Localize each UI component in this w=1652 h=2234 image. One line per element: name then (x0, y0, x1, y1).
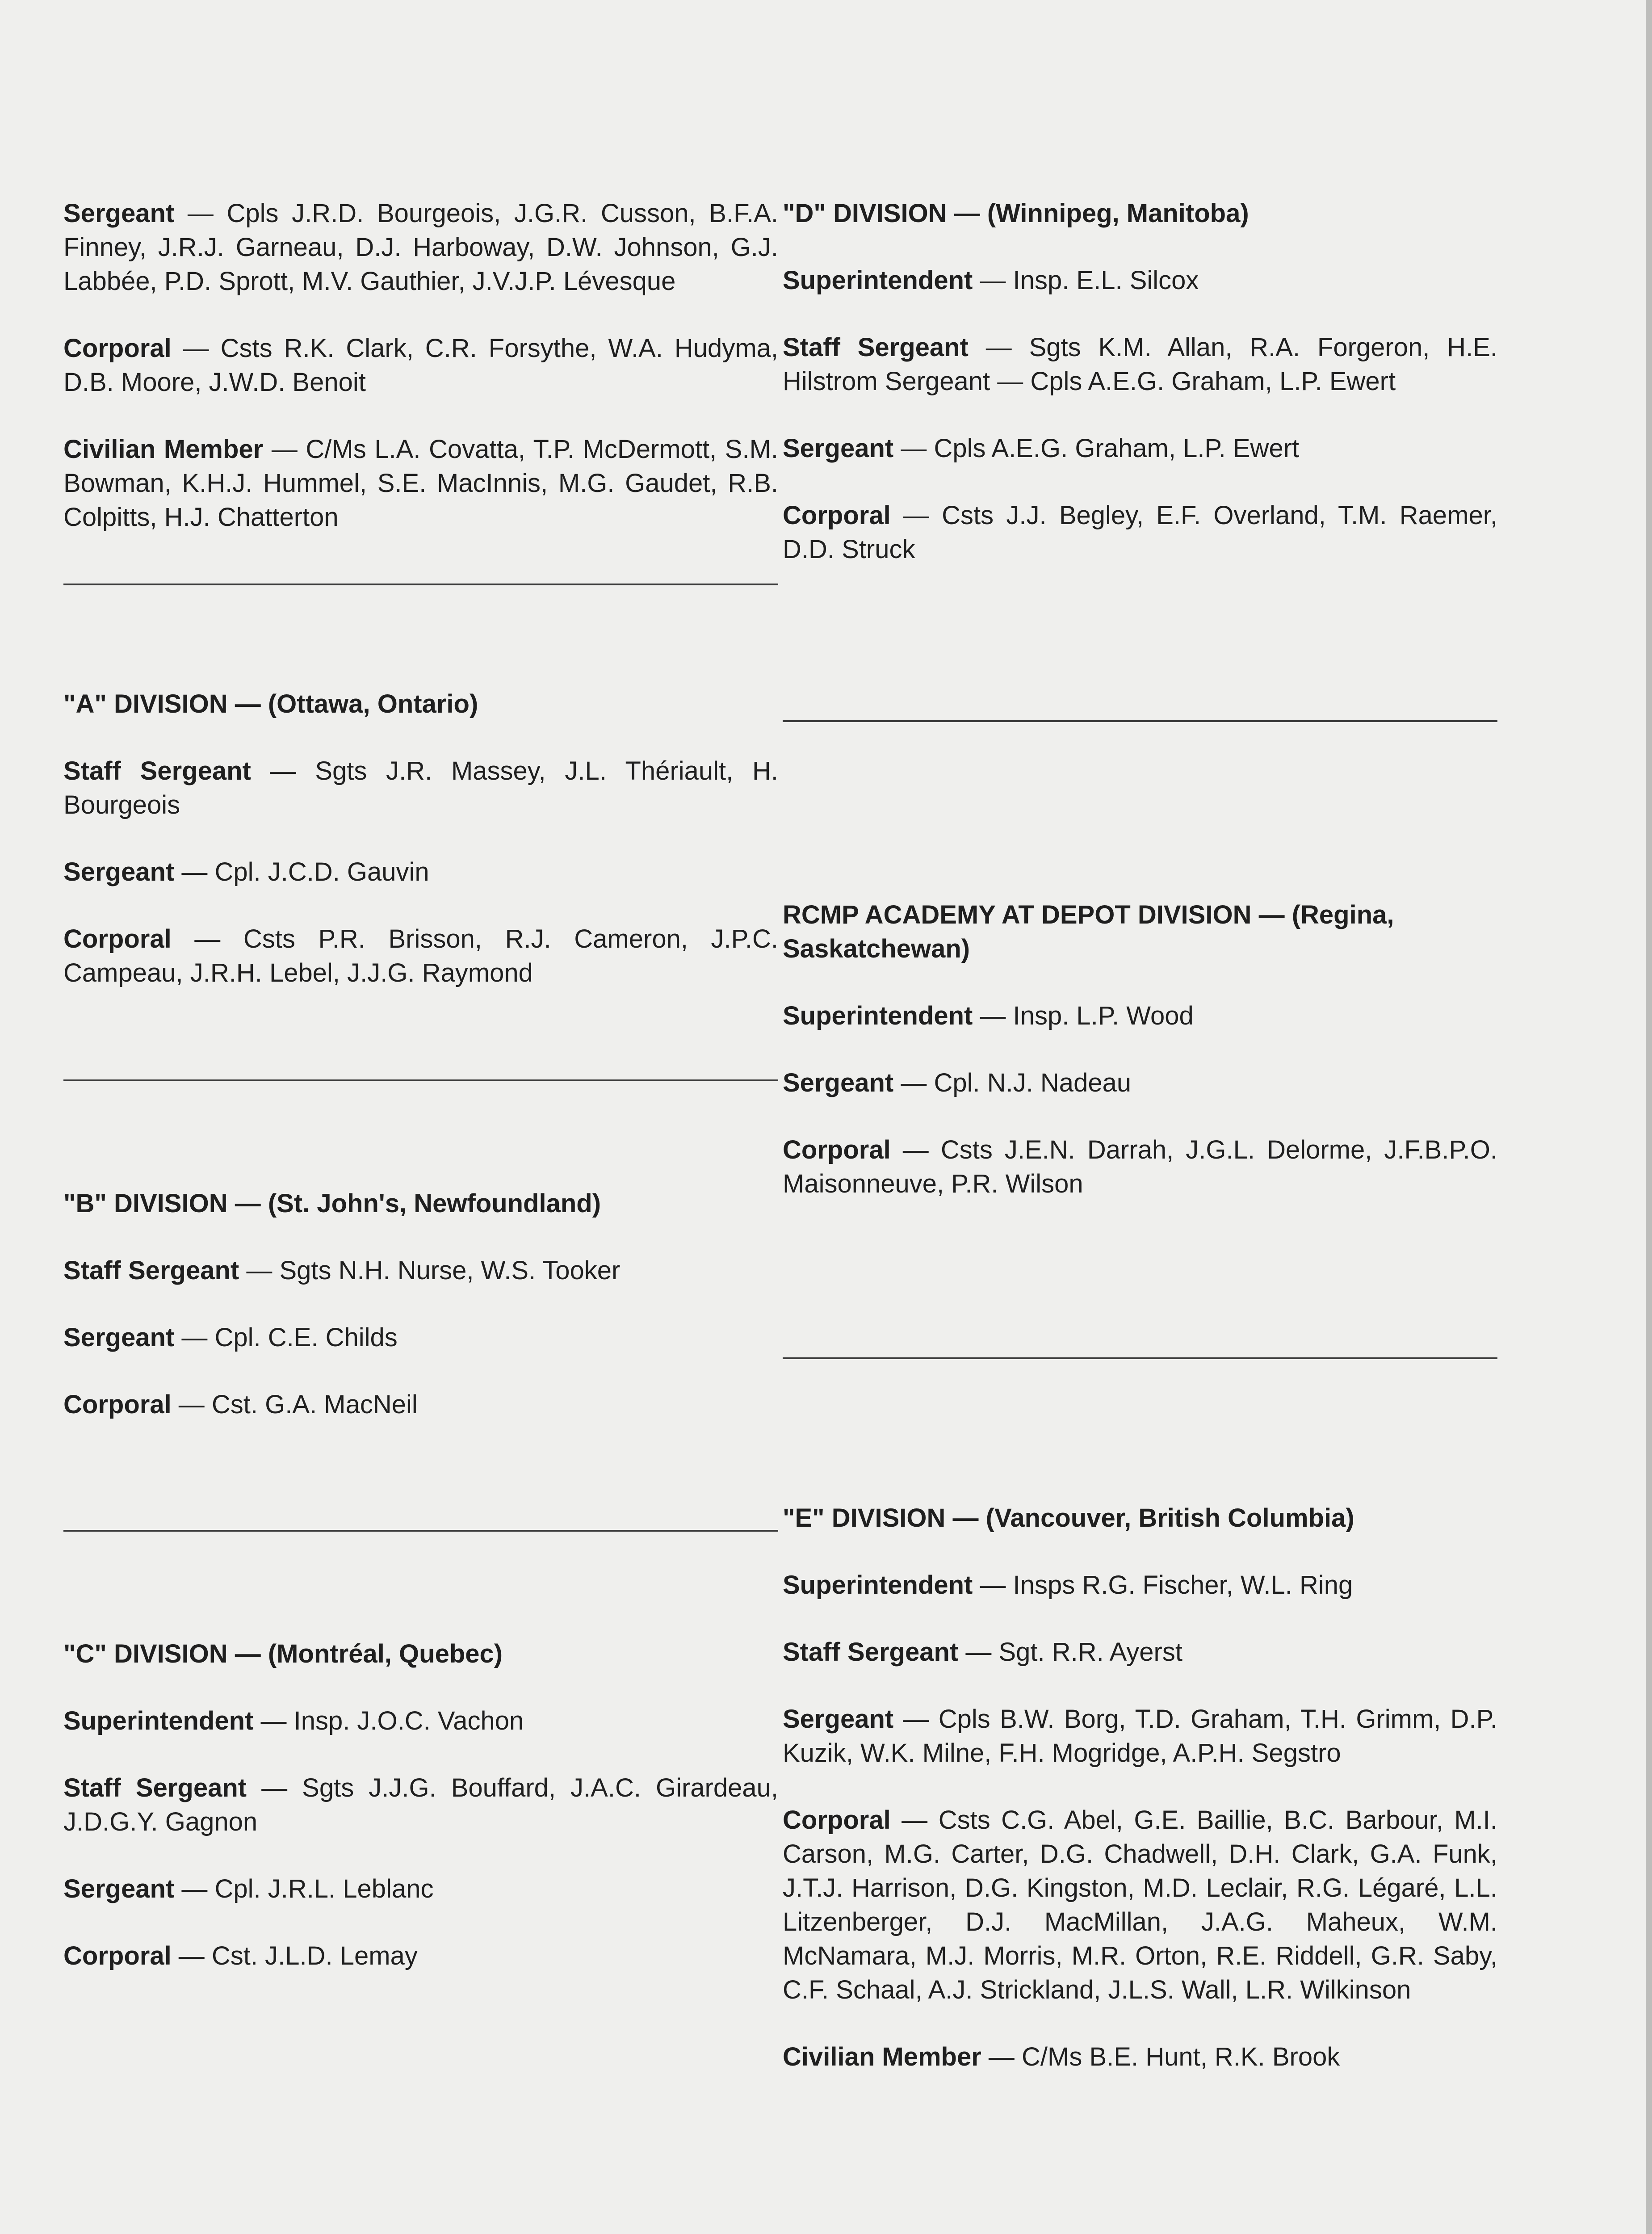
division-c-section (63, 1637, 778, 1973)
dash: — (171, 1390, 212, 1419)
section-divider (63, 1079, 778, 1081)
dash: — (893, 434, 934, 463)
dash: — (174, 1874, 215, 1903)
dash: — (890, 1806, 939, 1835)
member-names: Cpl. J.R.L. Leblanc (214, 1874, 434, 1903)
rank-entry (63, 1254, 778, 1288)
member-names: Sgts K.M. Allan, R.A. Forgeron, H.E. Hilstrom Sergeant — Cpls A.E.G. Graham, L.P. Ewert (783, 333, 1497, 396)
rank-title: Corporal (63, 1941, 172, 1970)
rank-entry (783, 999, 1497, 1033)
rank-entry (783, 331, 1497, 399)
rank-title: Corporal (783, 501, 891, 530)
dash: — (893, 1705, 939, 1734)
dash: — (171, 334, 221, 363)
dash: — (263, 435, 306, 464)
rank-entry (63, 1872, 778, 1906)
member-names: Csts J.J. Begley, E.F. Overland, T.M. Raemer, D.D. Struck (783, 501, 1497, 564)
rank-title: Staff Sergeant (63, 1773, 247, 1802)
rank-title: Corporal (63, 334, 172, 363)
rank-title: Superintendent (783, 266, 973, 295)
dash: — (958, 1638, 999, 1667)
division-a-section (63, 687, 778, 1081)
rank-entry (63, 855, 778, 889)
rank-title: Corporal (63, 924, 172, 953)
dash: — (968, 333, 1029, 362)
division-b-section (63, 1187, 778, 1532)
dash: — (251, 756, 315, 785)
rank-title: Civilian Member (783, 2042, 981, 2071)
rank-title: Superintendent (783, 1001, 973, 1030)
division-e-section (783, 1501, 1497, 2074)
division-heading: "D" DIVISION — (Winnipeg, Manitoba) (783, 199, 1249, 228)
dash: — (171, 1941, 212, 1970)
continued-section (63, 197, 778, 585)
rank-title: Sergeant (63, 857, 175, 886)
rank-entry (63, 1704, 778, 1738)
member-names: Csts P.R. Brisson, R.J. Cameron, J.P.C. Campeau, J.R.H. Lebel, J.J.G. Raymond (63, 924, 778, 987)
dash: — (174, 857, 215, 886)
dash: — (973, 1001, 1013, 1030)
member-names: Cpl. N.J. Nadeau (934, 1068, 1132, 1097)
dash: — (893, 1068, 934, 1097)
rank-entry (63, 1388, 778, 1422)
section-divider (783, 1357, 1497, 1359)
member-names: Cpls J.R.D. Bourgeois, J.G.R. Cusson, B.F.A. Finney, J.R.J. Garneau, D.J. Harboway, D.W. Johnson, G.J. Labbée, P.D. Sprott, M.V. Gauthier, J.V.J.P. Lévesque (63, 199, 778, 296)
rank-title: Corporal (63, 1390, 172, 1419)
dash: — (171, 924, 243, 953)
dash: — (174, 199, 227, 228)
rank-title: Corporal (783, 1806, 891, 1835)
member-names: Sgts J.R. Massey, J.L. Thériault, H. Bourgeois (63, 756, 779, 819)
dash: — (253, 1706, 294, 1735)
division-heading: "A" DIVISION — (Ottawa, Ontario) (63, 689, 478, 718)
rank-entry (783, 1803, 1497, 2007)
member-names: Insp. E.L. Silcox (1013, 266, 1199, 295)
section-divider (783, 720, 1497, 722)
rank-entry (63, 1771, 778, 1839)
depot-division-section (783, 898, 1497, 1359)
rank-title: Staff Sergeant (63, 1256, 239, 1285)
member-names: C/Ms B.E. Hunt, R.K. Brook (1022, 2042, 1340, 2071)
division-heading: "B" DIVISION — (St. John's, Newfoundland) (63, 1189, 601, 1218)
member-names: Csts J.E.N. Darrah, J.G.L. Delorme, J.F.B.P.O. Maisonneuve, P.R. Wilson (783, 1135, 1497, 1198)
rank-entry (63, 332, 778, 399)
member-names: Csts R.K. Clark, C.R. Forsythe, W.A. Hudyma, D.B. Moore, J.W.D. Benoit (63, 334, 778, 397)
dash: — (239, 1256, 280, 1285)
rank-entry (783, 1133, 1497, 1201)
rank-entry (783, 1568, 1497, 1602)
division-heading: RCMP ACADEMY AT DEPOT DIVISION — (Regina, Saskatchewan) (783, 900, 1394, 963)
member-names: C/Ms L.A. Covatta, T.P. McDermott, S.M. Bowman, K.H.J. Hummel, S.E. MacInnis, M.G. Gaudet, R.B. Colpitts, H.J. Chatterton (63, 435, 778, 532)
left-column (63, 197, 778, 2006)
rank-entry (783, 264, 1497, 298)
member-names: Insp. J.O.C. Vachon (294, 1706, 524, 1735)
rank-title: Sergeant (63, 1323, 175, 1352)
division-heading: "E" DIVISION — (Vancouver, British Columbia) (783, 1503, 1354, 1533)
member-names: Sgts J.J.G. Bouffard, J.A.C. Girardeau, J.D.G.Y. Gagnon (63, 1773, 779, 1836)
rank-title: Sergeant (63, 199, 175, 228)
rank-entry (783, 2040, 1497, 2074)
rank-entry (783, 432, 1497, 466)
rank-entry (63, 922, 778, 990)
division-d-section (783, 197, 1497, 722)
rank-title: Superintendent (783, 1571, 973, 1600)
dash: — (890, 501, 942, 530)
rank-entry (63, 197, 778, 298)
member-names: Sgts N.H. Nurse, W.S. Tooker (279, 1256, 621, 1285)
division-heading: "C" DIVISION — (Montréal, Quebec) (63, 1639, 503, 1668)
rank-entry (783, 499, 1497, 567)
dash: — (890, 1135, 941, 1164)
rank-title: Sergeant (783, 434, 894, 463)
member-names: Insp. L.P. Wood (1013, 1001, 1194, 1030)
rank-title: Superintendent (63, 1706, 254, 1735)
dash: — (174, 1323, 215, 1352)
page-edge (1646, 0, 1652, 2234)
member-names: Cst. G.A. MacNeil (211, 1390, 418, 1419)
rank-title: Staff Sergeant (63, 756, 251, 785)
member-names: Cpl. J.C.D. Gauvin (214, 857, 429, 886)
rank-entry (63, 1939, 778, 1973)
dash: — (981, 2042, 1022, 2071)
member-names: Sgt. R.R. Ayerst (998, 1638, 1182, 1667)
dash: — (973, 266, 1013, 295)
rank-title: Sergeant (783, 1705, 894, 1734)
rank-title: Corporal (783, 1135, 891, 1164)
rank-entry (783, 1635, 1497, 1669)
member-names: Csts C.G. Abel, G.E. Baillie, B.C. Barbour, M.I. Carson, M.G. Carter, D.G. Chadwell, D.H. Clark, G.A. Funk, J.T.J. Harrison, D.G. Kingston, M.D. Leclair, R.G. Légaré, L.L. Litzenberger, D.J. MacMillan, J.A.G. Maheux, W.M. McNamara, M.J. Morris, M.R. Orton, R.E. Riddell, G.R. Saby, C.F. Schaal, A.J. Strickland, J.L.S. Wall, L.R. Wilkinson (783, 1806, 1497, 2004)
rank-title: Sergeant (63, 1874, 175, 1903)
rank-title: Civilian Member (63, 435, 264, 464)
rank-title: Staff Sergeant (783, 1638, 959, 1667)
dash: — (973, 1571, 1013, 1600)
section-divider (63, 584, 778, 585)
section-divider (63, 1530, 778, 1532)
rank-entry (63, 433, 778, 534)
member-names: Cst. J.L.D. Lemay (211, 1941, 418, 1970)
dash: — (247, 1773, 302, 1802)
member-names: Cpls B.W. Borg, T.D. Graham, T.H. Grimm, D.P. Kuzik, W.K. Milne, F.H. Mogridge, A.P.H. Segstro (783, 1705, 1497, 1768)
member-names: Cpls A.E.G. Graham, L.P. Ewert (934, 434, 1300, 463)
rank-title: Sergeant (783, 1068, 894, 1097)
right-column (783, 197, 1497, 2107)
rank-entry (63, 1321, 778, 1355)
rank-title: Staff Sergeant (783, 333, 969, 362)
rank-entry (63, 754, 778, 822)
rank-entry (783, 1702, 1497, 1770)
rank-entry (783, 1066, 1497, 1100)
member-names: Insps R.G. Fischer, W.L. Ring (1013, 1571, 1353, 1600)
member-names: Cpl. C.E. Childs (214, 1323, 398, 1352)
